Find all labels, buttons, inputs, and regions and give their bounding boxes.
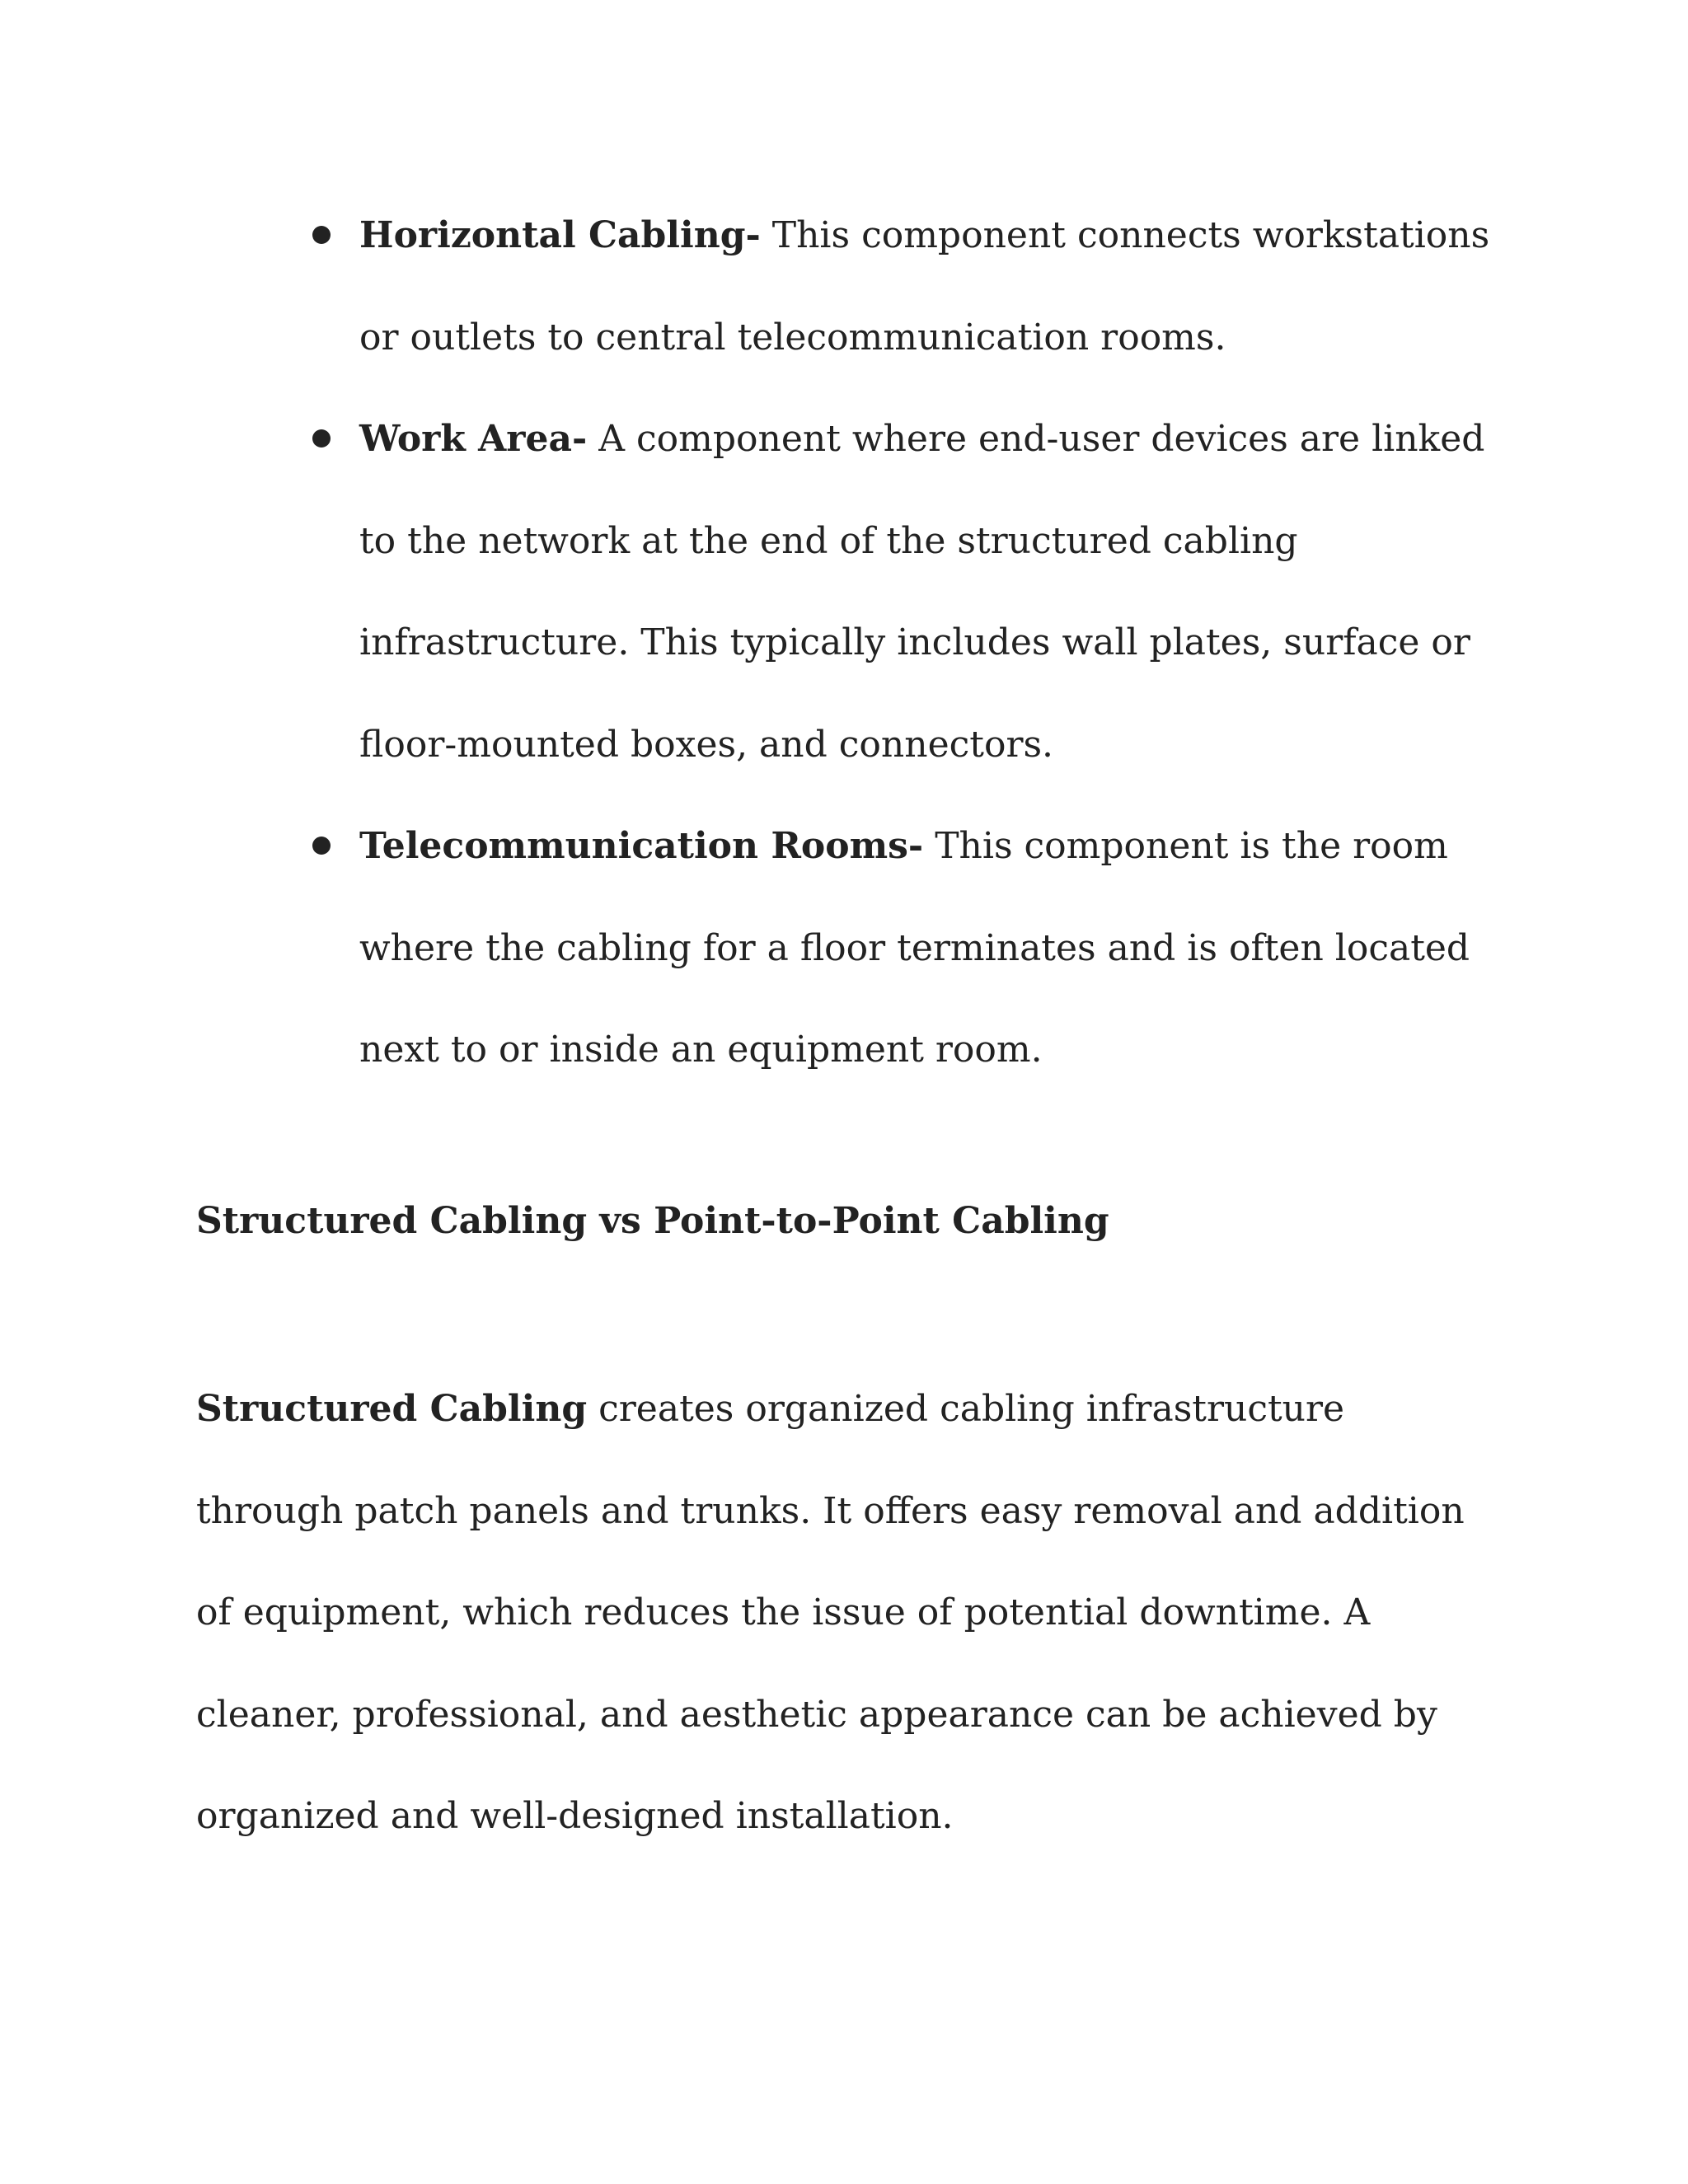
bullet-work-area xyxy=(307,388,1494,795)
section-heading: Structured Cabling vs Point-to-Point Cabling xyxy=(196,1200,1109,1242)
bullet-dot-icon xyxy=(312,837,331,855)
bullet-term: Work Area- xyxy=(359,418,588,460)
component-bullet-list xyxy=(307,185,1494,1101)
bullet-term: Horizontal Cabling- xyxy=(359,214,761,256)
bullet-description: This component connects workstations or outlets to central telecommunication rooms. xyxy=(359,214,1490,359)
paragraph-term: Structured Cabling xyxy=(196,1388,588,1430)
bullet-dot-icon xyxy=(312,429,331,448)
structured-cabling-paragraph xyxy=(196,1358,1465,1868)
bullet-description: This component is the room where the cabling for a floor terminates and is often located next to or inside an equipment room. xyxy=(359,825,1470,1071)
bullet-term: Telecommunication Rooms- xyxy=(359,825,924,867)
bullet-horizontal-cabling xyxy=(307,185,1494,388)
paragraph-text: creates organized cabling infrastructure through patch panels and trunks. It offers easy removal and addition of equipment, which reduces the issue of potential downtime. A cleaner, professional, and aesthetic appearance can be achieved by organized and well-designed installation. xyxy=(196,1388,1465,1837)
bullet-dot-icon xyxy=(312,226,331,244)
bullet-telecommunication-rooms xyxy=(307,795,1494,1101)
bullet-description: A component where end-user devices are linked to the network at the end of the structured cabling infrastructure. This typically includes wall plates, surface or floor-mounted boxes, and connectors. xyxy=(359,418,1485,766)
